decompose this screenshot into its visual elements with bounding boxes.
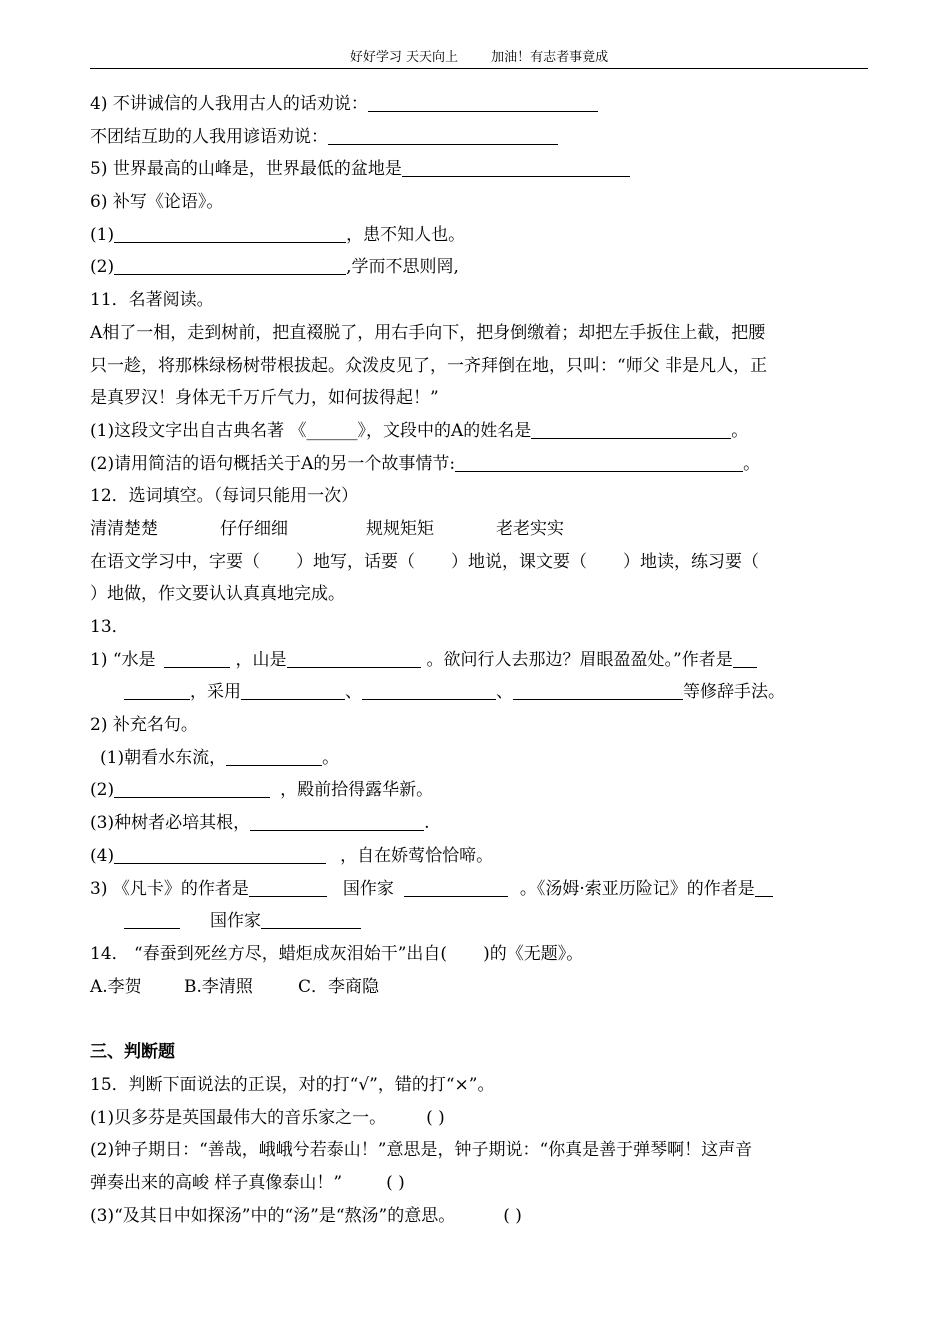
option-a[interactable]: A.李贺 [90, 976, 142, 997]
answer-blank[interactable] [455, 452, 743, 472]
answer-blank[interactable] [404, 877, 508, 897]
header-motto-left: 好好学习 天天向上 [349, 50, 459, 65]
q13-sub1-line1: 1) “水是 ，山是 。欲问行人去那边？眉眼盈盈处。”作者是 [90, 644, 870, 677]
q11-sub2: (2)请用简洁的语句概括关于A的另一个故事情节: 。 [90, 453, 761, 474]
answer-parentheses[interactable]: ( ) [386, 1173, 405, 1193]
answer-blank[interactable] [287, 648, 421, 668]
answer-blank[interactable] [402, 157, 630, 177]
answer-blank[interactable] [328, 125, 558, 145]
answer-blank[interactable] [513, 680, 683, 700]
q4-line2: 不团结互助的人我用谚语劝说： [90, 121, 870, 154]
answer-blank[interactable] [261, 909, 361, 929]
answer-blank[interactable] [249, 877, 327, 897]
option-b[interactable]: B.李清照 [184, 976, 253, 997]
answer-blank[interactable] [250, 811, 424, 831]
q6-item2: (2) ,学而不思则罔, [90, 257, 459, 278]
answer-blank[interactable] [114, 255, 346, 275]
answer-blank[interactable] [362, 680, 496, 700]
answer-parentheses[interactable]: ( ) [503, 1205, 522, 1226]
q12-word-bank [90, 513, 870, 546]
q6-title: 6) 补写《论语》。 [90, 192, 224, 213]
answer-blank[interactable] [531, 419, 731, 439]
q12-title: 12．选词填空。（每词只能用一次） [90, 486, 359, 507]
q15-item2-line1: (2)钟子期日：“善哉，峨峨兮若泰山！”意思是，钟子期说：“你真是善于弹琴啊！这声音 [90, 1140, 753, 1161]
q14-question: 14． “春蚕到死丝方尽，蜡炬成灰泪始干”出自( )的《无题》。 [90, 943, 584, 964]
word-option: 仔仔细细 [220, 518, 288, 539]
q11-passage-line2: 只一趁，将那株绿杨树带根拔起。众泼皮见了，一齐拜倒在地，只叫：“师父 非是凡人，正 [90, 355, 768, 376]
answer-blank[interactable] [124, 909, 180, 929]
q4-line1: 4) 不讲诚信的人我用古人的话劝说： [90, 88, 870, 121]
q6-item1: (1) ，患不知人也。 [90, 224, 466, 245]
q14-options [90, 971, 870, 1004]
q13-fill2: (2) ，殿前拾得露华新。 [90, 780, 434, 801]
answer-blank[interactable] [733, 648, 757, 668]
q13-sub3-line1: 3) 《凡卡》的作者是 国作家 。《汤姆·索亚历险记》的作者是 [90, 873, 870, 906]
answer-parentheses[interactable]: ( ) [426, 1107, 445, 1128]
q15-item3: (3)“及其日中如探汤”中的“汤”是“熬汤”的意思。 ( ) [90, 1200, 870, 1233]
answer-blank[interactable] [368, 92, 598, 112]
section-judgement-heading: 三、判断题 [90, 1042, 175, 1063]
q12-sentence-line1: 在语文学习中，字要（ ）地写，话要（ ）地说，课文要（ ）地读，练习要（ [90, 551, 759, 572]
q5-line: 5) 世界最高的山峰是，世界最低的盆地是 [90, 153, 870, 186]
option-c[interactable]: C．李商隐 [298, 976, 380, 997]
answer-blank[interactable] [241, 680, 345, 700]
q11-sub1: (1)这段文字出自古典名著 《______》，文段中的A的姓名是 。 [90, 420, 749, 441]
q15-item1: (1)贝多芬是英国最伟大的音乐家之一。 ( ) [90, 1102, 870, 1135]
word-option: 规规矩矩 [366, 518, 434, 539]
answer-blank[interactable] [755, 877, 773, 897]
answer-blank[interactable] [114, 778, 270, 798]
q13-fill3: (3)种树者必培其根， . [90, 813, 430, 834]
q12-sentence-line2: ）地做，作文要认认真真地完成。 [90, 584, 345, 605]
q13-sub3-line2: 国作家 [90, 905, 870, 938]
q13-sub1-line2: ，采用 、 、 等修辞手法。 [90, 676, 870, 709]
answer-blank[interactable] [124, 680, 190, 700]
q13-title: 13． [90, 617, 129, 637]
answer-blank[interactable] [226, 746, 322, 766]
header-motto-right: 加油！有志者事竟成 [491, 50, 609, 65]
word-option: 清清楚楚 [90, 518, 158, 539]
answer-blank[interactable] [164, 648, 230, 668]
worksheet-content [90, 88, 870, 1232]
word-option: 老老实实 [496, 518, 564, 539]
q13-sub2-title: 2) 补充名句。 [90, 715, 198, 736]
q11-passage-line1: A相了一相，走到树前，把直裰脱了，用右手向下，把身倒缴着；却把左手扳住上截，把腰 [90, 322, 766, 343]
answer-blank[interactable] [114, 223, 346, 243]
q11-passage-line3: 是真罗汉！身体无千万斤气力，如何拔得起！” [90, 388, 439, 409]
q11-title: 11．名著阅读。 [90, 290, 214, 311]
q13-fill1: (1)朝看水东流， 。 [100, 747, 340, 768]
q15-item2-line2: 弹奏出来的高峻 样子真像泰山！” ( ) [90, 1167, 870, 1200]
page-header [90, 50, 868, 69]
q15-title: 15．判断下面说法的正误，对的打“√”，错的打“×”。 [90, 1074, 495, 1095]
q13-fill4: (4) ，自在娇莺恰恰啼。 [90, 845, 494, 866]
answer-blank[interactable] [114, 844, 326, 864]
